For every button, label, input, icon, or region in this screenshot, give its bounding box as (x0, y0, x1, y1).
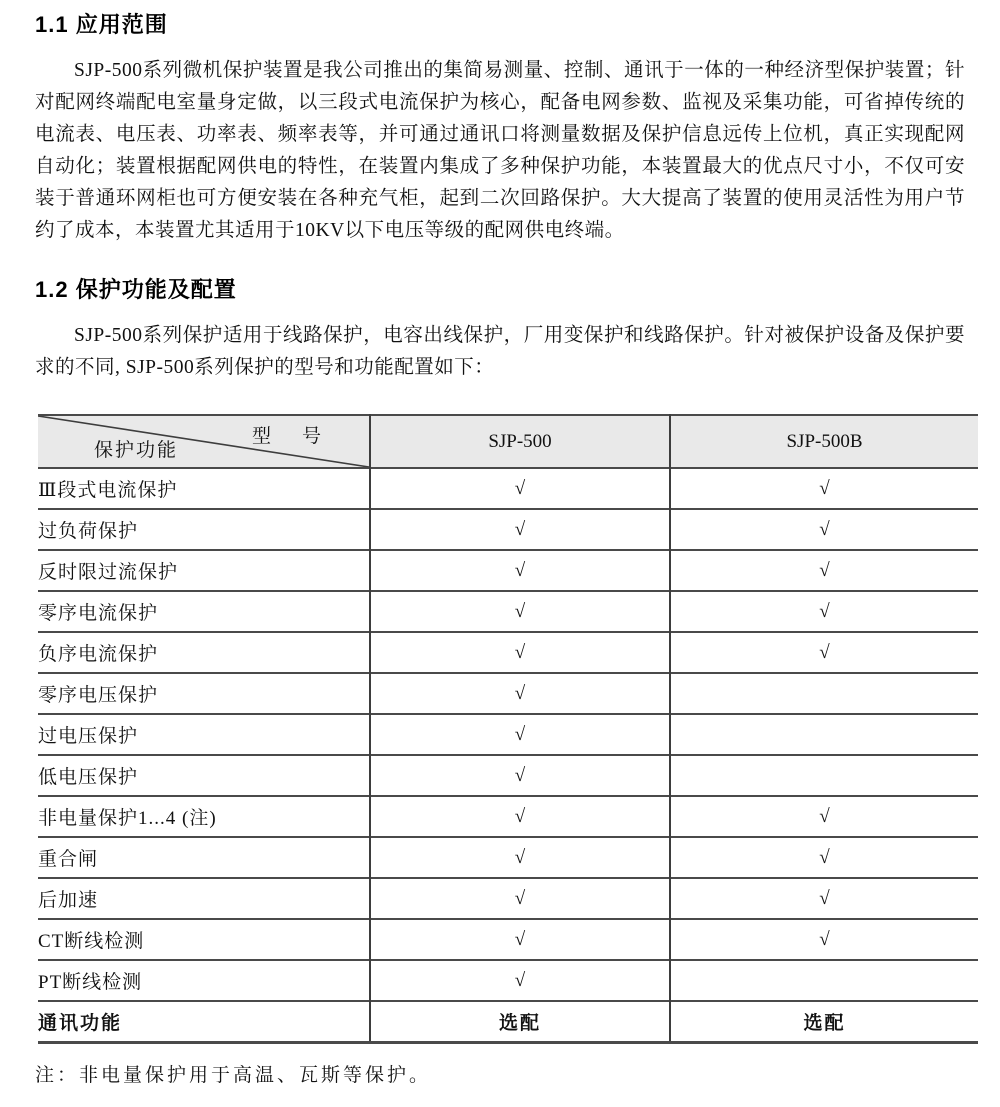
sjp500b-value-cell (670, 755, 978, 796)
sjp500b-value-cell: √ (819, 887, 830, 909)
column-header-sjp-500: SJP-500 (370, 415, 670, 468)
sjp500-value-cell: √ (370, 960, 670, 1001)
sjp500b-value-cell: √ (819, 477, 830, 499)
table-corner-cell (38, 415, 370, 468)
sjp500b-value-cell: √ (819, 600, 830, 622)
sjp500-value-cell: √ (370, 837, 670, 878)
corner-label-function: 保护功能 (94, 440, 179, 461)
feature-name-cell: 负序电流保护 (38, 632, 370, 673)
sjp500-value-cell: √ (370, 550, 670, 591)
table-row (38, 509, 978, 550)
feature-table-body (38, 468, 978, 1042)
table-row (38, 755, 978, 796)
sjp500-value-cell: √ (370, 673, 670, 714)
sjp500b-value-cell: 选配 (803, 1012, 846, 1034)
table-row (38, 591, 978, 632)
table-row (38, 837, 978, 878)
sjp500-value-cell: 选配 (370, 1001, 670, 1042)
feature-name-cell: 低电压保护 (38, 755, 370, 796)
sjp500-value-cell: √ (370, 919, 670, 960)
sjp500b-value-cell: √ (819, 559, 830, 581)
sjp500-value-cell: √ (370, 878, 670, 919)
feature-name-cell: 过电压保护 (38, 714, 370, 755)
feature-name-cell: 非电量保护1...4 (注) (38, 796, 370, 837)
feature-name-cell: 反时限过流保护 (38, 550, 370, 591)
table-row (38, 632, 978, 673)
feature-name-cell: CT断线检测 (38, 919, 370, 960)
sjp500-value-cell: √ (370, 591, 670, 632)
sjp500b-value-cell: √ (819, 518, 830, 540)
sjp500b-value-cell: √ (819, 641, 830, 663)
table-row (38, 673, 978, 714)
table-row (38, 960, 978, 1001)
feature-name-cell: 后加速 (38, 878, 370, 919)
section-1-2-heading: 1.2 保护功能及配置 (35, 277, 237, 302)
table-row (38, 796, 978, 837)
table-row (38, 550, 978, 591)
feature-name-cell: PT断线检测 (38, 960, 370, 1001)
feature-config-table (38, 414, 978, 1044)
sjp500-value-cell: √ (370, 755, 670, 796)
feature-name-cell: Ⅲ段式电流保护 (38, 468, 370, 509)
sjp500b-value-cell: √ (819, 805, 830, 827)
table-row (38, 714, 978, 755)
table-row (38, 878, 978, 919)
feature-name-cell: 零序电压保护 (38, 673, 370, 714)
feature-name-cell: 零序电流保护 (38, 591, 370, 632)
feature-name-cell: 重合闸 (38, 837, 370, 878)
table-header-row (38, 415, 978, 468)
section-1-2-paragraph: SJP-500系列保护适用于线路保护，电容出线保护，厂用变保护和线路保护。针对被保护设备及保护要求的不同, SJP-500系列保护的型号和功能配置如下： (35, 325, 965, 378)
table-row (38, 468, 978, 509)
sjp500-value-cell: √ (370, 509, 670, 550)
sjp500-value-cell: √ (370, 632, 670, 673)
table-note: 注：非电量保护用于高温、瓦斯等保护。 (35, 1064, 432, 1086)
sjp500b-value-cell: √ (819, 846, 830, 868)
table-row (38, 1001, 978, 1042)
column-header-sjp-500b: SJP-500B (670, 415, 978, 468)
sjp500b-value-cell: √ (819, 928, 830, 950)
section-1-1-paragraph: SJP-500系列微机保护装置是我公司推出的集简易测量、控制、通讯于一体的一种经济型保护装置；针对配网终端配电室量身定做，以三段式电流保护为核心，配备电网参数、监视及采集功能，可省掉传统的电流表、电压表、功率表、频率表等，并可通过通讯口将测量数据及保护信息远传上位机，真正实现配网自动化；装置根据配网供电的特性，在装置内集成了多种保护功能，本装置最大的优点尺寸小，不仅可安装于普通环网柜也可方便安装在各种充气柜，起到二次回路保护。大大提高了装置的使用灵活性为用户节约了成本，本装置尤其适用于10KV以下电压等级的配网供电终端。 (35, 60, 965, 241)
sjp500b-value-cell (670, 960, 978, 1001)
feature-name-cell: 过负荷保护 (38, 509, 370, 550)
sjp500-value-cell: √ (370, 468, 670, 509)
table-row (38, 919, 978, 960)
sjp500b-value-cell (670, 714, 978, 755)
feature-name-cell: 通讯功能 (38, 1001, 370, 1042)
sjp500b-value-cell (670, 673, 978, 714)
sjp500-value-cell: √ (370, 714, 670, 755)
corner-label-model: 型 号 (251, 426, 327, 447)
sjp500-value-cell: √ (370, 796, 670, 837)
section-1-1-heading: 1.1 应用范围 (35, 12, 168, 37)
